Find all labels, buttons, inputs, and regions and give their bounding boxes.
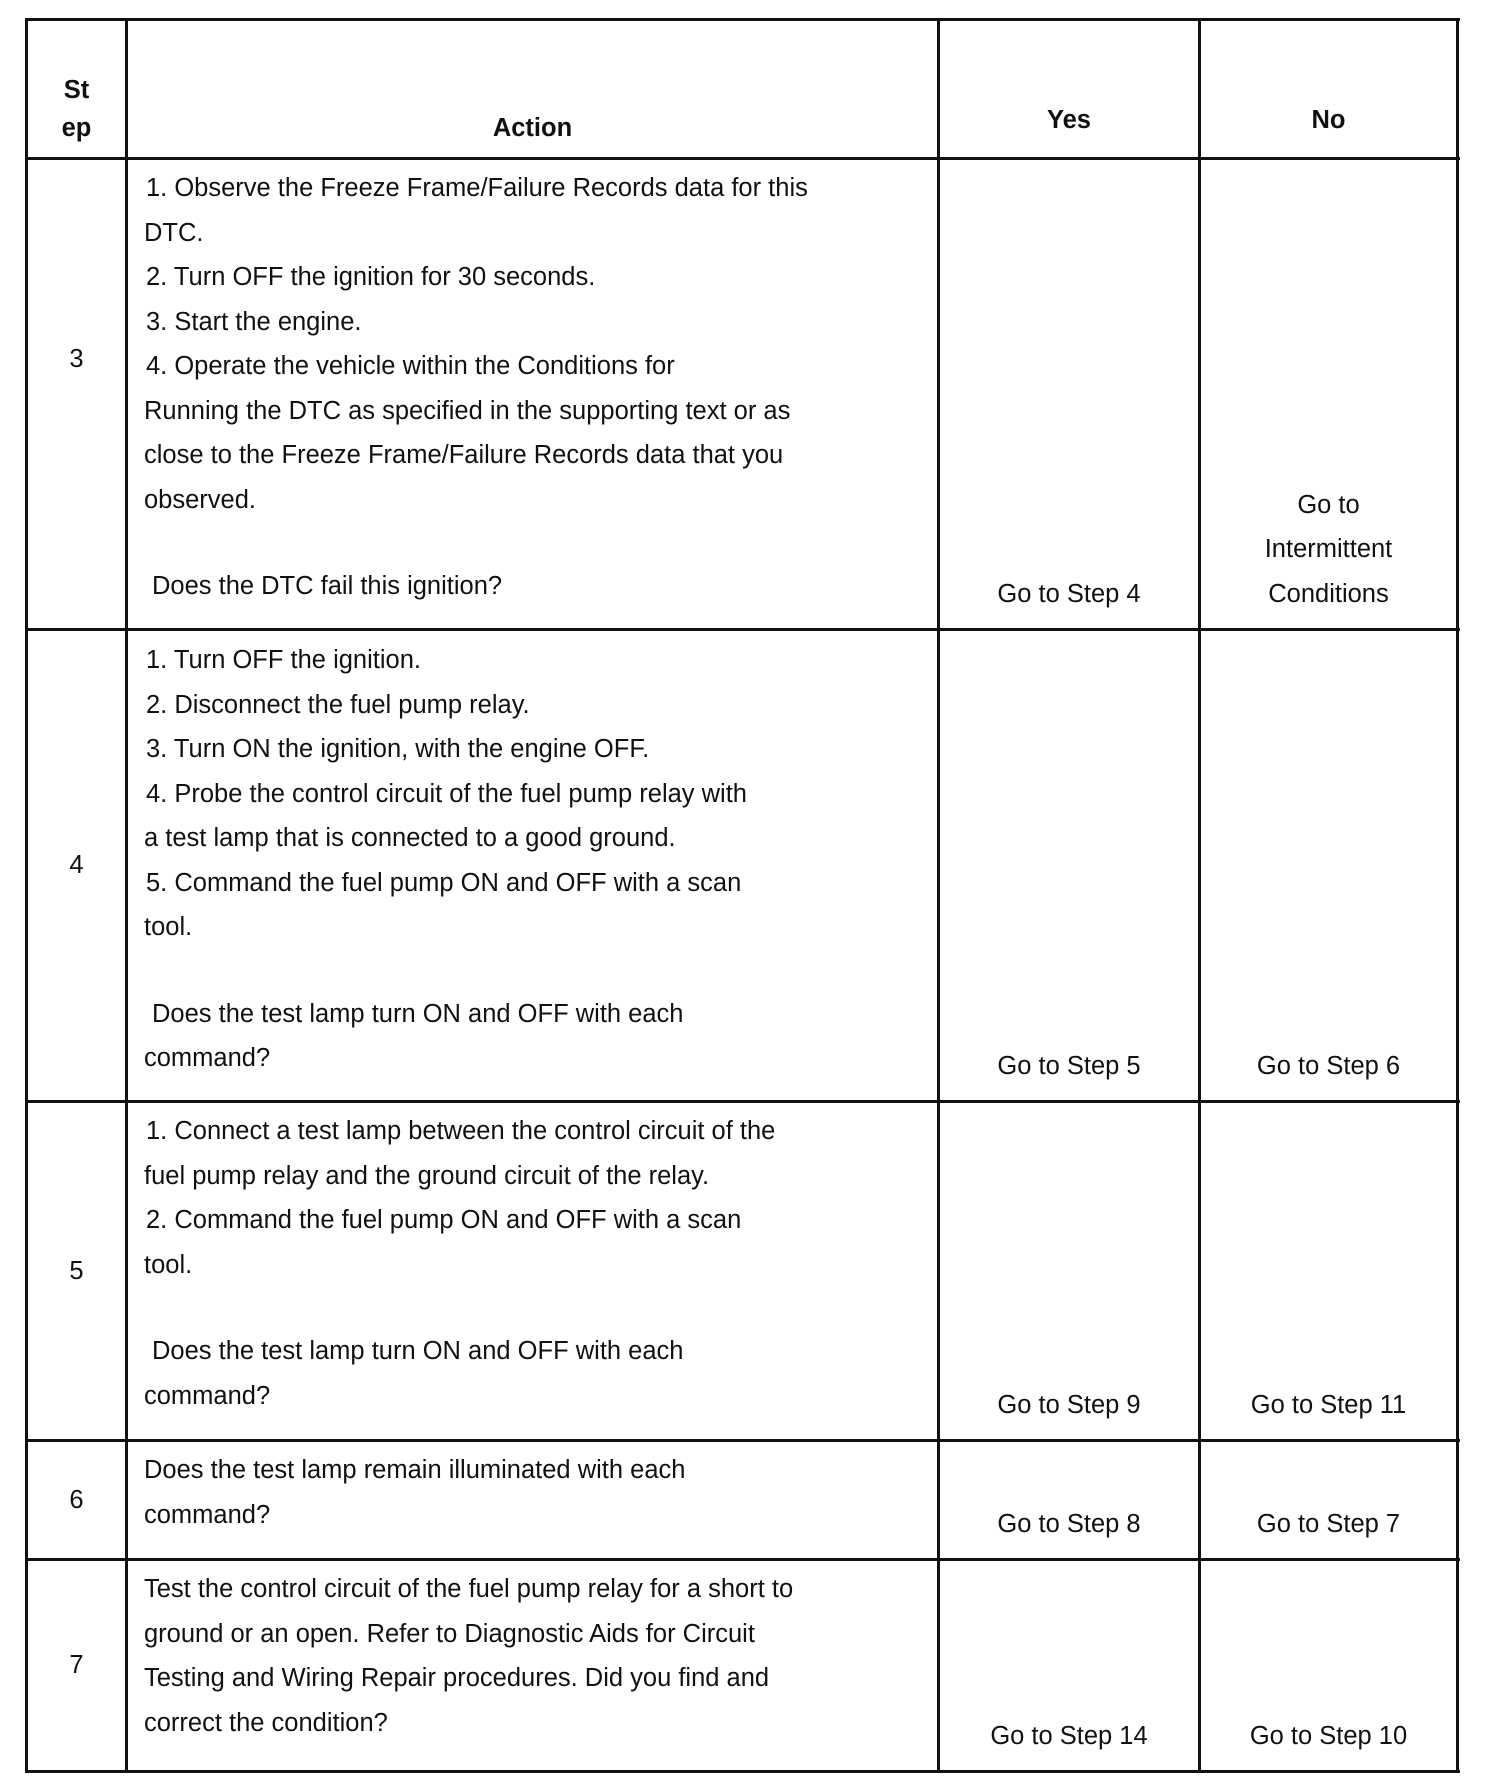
action-line: Running the DTC as specified in the supporting text or as [144, 396, 791, 425]
action-line: 4. Operate the vehicle within the Conditions for [146, 352, 675, 380]
action-question: Does the DTC fail this ignition? [152, 572, 503, 600]
table-border-bottom [25, 1770, 1460, 1773]
action-cell [128, 166, 937, 609]
action-line: 2. Turn OFF the ignition for 30 seconds. [146, 263, 596, 291]
no-result: Go to Intermittent Conditions [1264, 490, 1393, 608]
step-number: 7 [69, 1651, 84, 1680]
action-question: Does the test lamp turn ON and OFF with each [152, 999, 684, 1028]
action-line: 5. Command the fuel pump ON and OFF with a scan [146, 868, 742, 897]
action-line: tool. [144, 913, 193, 941]
no-result: Go to Step 11 [1250, 1390, 1407, 1419]
action-line: Test the control circuit of the fuel pump relay for a short to [144, 1575, 794, 1603]
action-question-cont: command? [144, 1381, 271, 1410]
action-line: correct the condition? [144, 1708, 388, 1737]
action-line: 2. Disconnect the fuel pump relay. [146, 690, 530, 719]
action-question-cont: command? [144, 1044, 271, 1072]
action-line: tool. [144, 1250, 193, 1279]
header-no: No [1311, 106, 1346, 134]
action-line: 1. Turn OFF the ignition. [146, 646, 421, 674]
no-result: Go to Step 7 [1256, 1509, 1401, 1538]
action-line: Testing and Wiring Repair procedures. Did you find and [144, 1664, 770, 1692]
action-line: observed. [144, 485, 256, 514]
header-step: St ep [61, 76, 92, 142]
action-line: 3. Turn ON the ignition, with the engine OFF. [146, 735, 650, 763]
header-yes: Yes [1047, 106, 1091, 134]
action-line: command? [144, 1500, 271, 1529]
action-line: 2. Command the fuel pump ON and OFF with a scan [146, 1206, 742, 1234]
action-line: 1. Observe the Freeze Frame/Failure Records data for this [146, 174, 808, 202]
yes-result: Go to Step 4 [997, 579, 1141, 608]
header-action: Action [492, 114, 573, 142]
action-line: a test lamp that is connected to a good ground. [144, 824, 676, 852]
action-line: fuel pump relay and the ground circuit of the relay. [144, 1161, 710, 1190]
action-line: ground or an open. Refer to Diagnostic Aids for Circuit [144, 1619, 755, 1648]
action-question: Does the test lamp turn ON and OFF with each [152, 1337, 684, 1365]
step-number: 4 [69, 851, 84, 880]
action-cell [128, 1567, 937, 1745]
table-border-right [1456, 18, 1459, 1773]
yes-result: Go to Step 8 [997, 1509, 1141, 1538]
diagnostic-table [25, 18, 1460, 1773]
step-number: 5 [69, 1256, 84, 1285]
action-line: Does the test lamp remain illuminated with each [144, 1456, 686, 1484]
action-line: 4. Probe the control circuit of the fuel pump relay with [146, 779, 747, 808]
no-result: Go to Step 6 [1256, 1051, 1401, 1080]
yes-result: Go to Step 14 [990, 1721, 1148, 1750]
step-number: 3 [69, 344, 84, 373]
action-line: 1. Connect a test lamp between the control circuit of the [146, 1117, 776, 1145]
action-cell [128, 638, 937, 1081]
yes-result: Go to Step 5 [997, 1051, 1141, 1080]
action-line: DTC. [144, 218, 204, 247]
action-cell [128, 1448, 937, 1537]
yes-result: Go to Step 9 [997, 1390, 1141, 1419]
action-line: close to the Freeze Frame/Failure Records data that you [144, 441, 784, 469]
action-line: 3. Start the engine. [146, 307, 362, 336]
action-cell [128, 1109, 937, 1418]
step-number: 6 [69, 1485, 84, 1514]
no-result: Go to Step 10 [1249, 1721, 1408, 1750]
